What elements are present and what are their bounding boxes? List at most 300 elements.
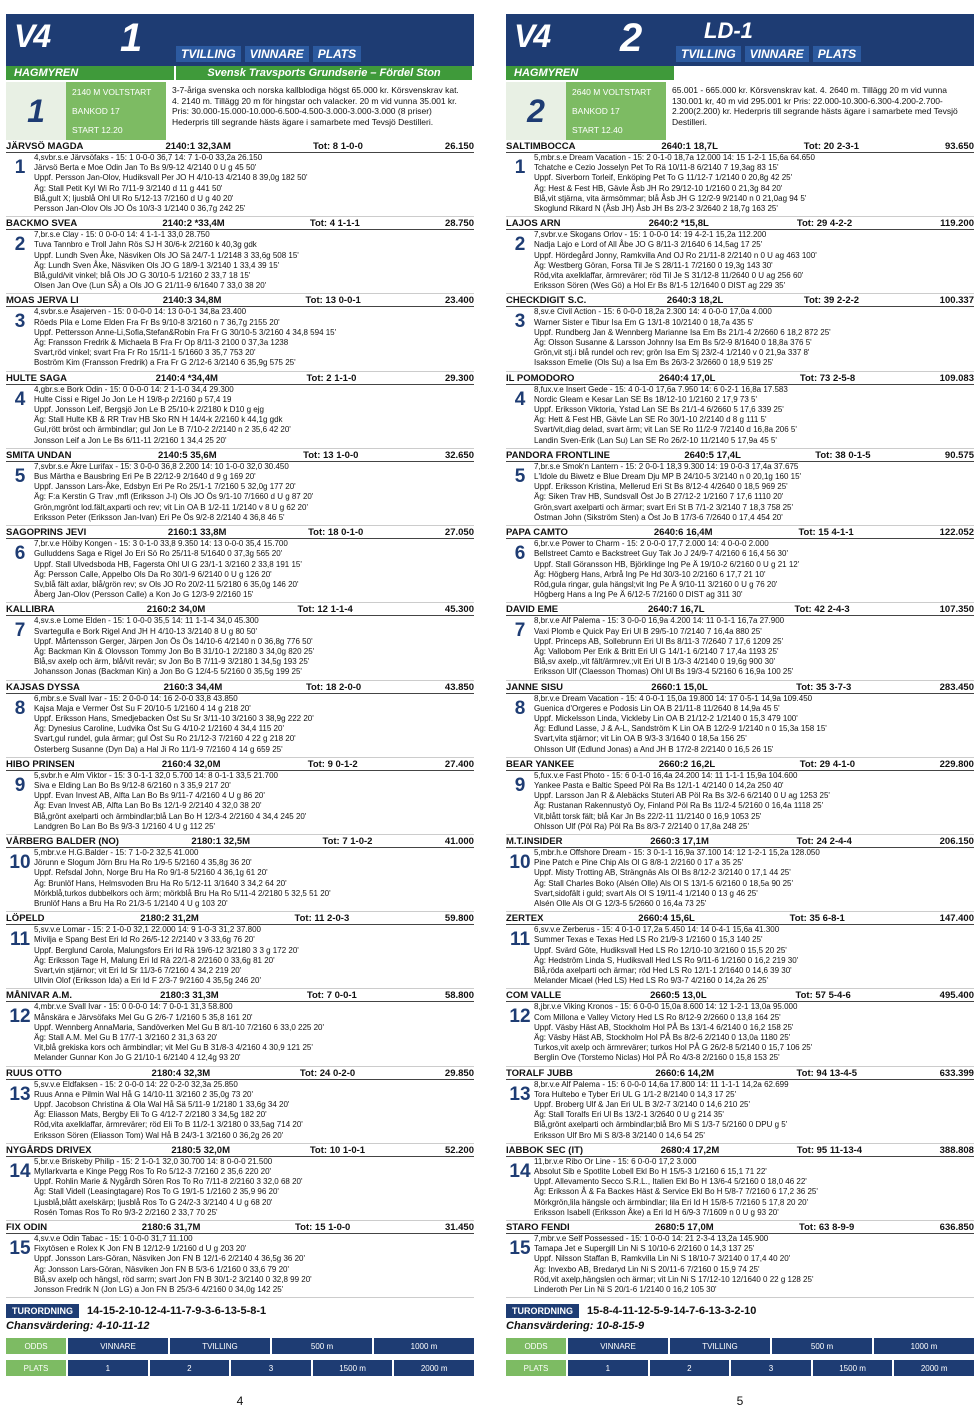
horse-entry <box>6 449 474 526</box>
horse-line <box>34 694 474 704</box>
odds-col: TVILLING <box>670 1338 770 1354</box>
horse-line-text: 5,mbr.h.e Offshore Dream - 15: 3 0-1-1 16,9a 37.100 14: 12 1-2-1 15,2a 128.050 <box>534 847 820 857</box>
horse-line <box>534 1080 974 1090</box>
horse-record: 2640:3 18,2L <box>666 295 724 307</box>
horse-record: 2660:3 17,1M <box>650 835 709 847</box>
horse-line-text: 6,sv.v.e Zerberus - 15: 4 0-1-0 17,2a 5.450 14: 14 0-4-1 15,6a 41.300 <box>534 925 780 935</box>
horse-stats <box>34 1234 474 1295</box>
horse-line-text: Vit,blått torsk fält; blå Kar Jn Bs 22/2-11 11/2140 0 16,9 1053 25' <box>534 811 762 821</box>
race-conditions: 65.001 - 665.000 kr. Körsvenskrav kat. 4. 2640 m. Tillägg 20 m vid vunna 130.001 kr, 40 m vid 295.001 kr Pris: 22.000-10.300-6.300-4.200-2.700-2.200(2.200) kr. Hederpris till segrande hästs ägare i samarbete med Tevsjö Destilleri. <box>666 82 974 140</box>
horse-header <box>6 990 474 1002</box>
horse-header <box>6 759 474 771</box>
start-number: 10 <box>9 851 31 873</box>
game-plats: PLATS <box>813 46 861 62</box>
horse-line-text: Eriksson Sören (Eliasson Tom) Wal Hå B 24/3-1 3/2160 0 36,2g 26 20' <box>34 1130 284 1140</box>
track-name: HAGMYREN <box>506 66 674 80</box>
horse-line <box>34 899 474 909</box>
horse-line <box>34 879 474 889</box>
horse-line-text: 4,sv.v.e Odin Tabac - 15: 1 0-0-0 31,7 11.100 <box>34 1234 193 1244</box>
horse-entry <box>506 449 974 526</box>
start-number: 12 <box>9 1006 31 1028</box>
horse-stats <box>534 385 974 446</box>
plats-col: 1500 m <box>313 1360 393 1376</box>
horse-line-text: Vaxi Plomb e Quick Pay Eri Ul B 29/5-10 7/2140 7 16,4a 880 25' <box>534 626 762 636</box>
horse-total: Tot: 73 2-5-8 <box>799 372 856 384</box>
horse-line-text: Boström Kim (Fransson Fredrik) a Fra Fr G 2/12-6 3/2140 6 35,9g 575 25' <box>34 358 296 368</box>
horse-line <box>34 173 474 183</box>
race-number-big: 1 <box>27 92 45 129</box>
horse-line <box>534 318 974 328</box>
race-conditions: 3-7-åriga svenska och norska kallblodiga högst 65.000 kr. Körsvenskrav kat. 4. 2140 m. Tillägg 20 m för hingstar och valacker. 20 m vid vunna 35.001 kr. Pris: 30.000-15.000-10.000-6.500-4.500-3.000-3.000-3.000 (8 priser) Hederpris till segrande hästs ägare i samarbete med Tevsjö Destilleri. <box>166 82 474 140</box>
horse-line-text: Röd,vita axelklaffar, ärmrevärer; röd Eli To B 11/2-1 3/2180 0 33,5ag 714 20' <box>34 1120 303 1130</box>
horse-line <box>34 194 474 204</box>
horse-entry <box>506 1144 974 1221</box>
horse-line <box>534 704 974 714</box>
horse-money: 26.150 <box>444 141 474 152</box>
horse-line-text: Guenica d'Orgeres e Podosis Lin OA B 21/11-8 11/2640 8 14,9a 45 5' <box>534 703 780 713</box>
horse-line-text: Svart,vin stjärnor; vit Eri Id Sr 11/3-6 7/2160 4 34,2 219 20' <box>34 966 242 975</box>
horse-line-text: Uppf. Jacobson Christina & Ola Wal Hå Sä 5/11-9 1/2180 1 33,6g 34 20' <box>34 1100 290 1110</box>
horse-entry <box>6 835 474 912</box>
horse-total: Tot: 11 2-0-3 <box>294 913 350 925</box>
horse-line <box>34 513 474 523</box>
horse-line <box>534 899 974 909</box>
horse-total: Tot: 4 1-1-1 <box>309 218 360 230</box>
horse-line-text: Eriksson Sören (Wes Gö) a Hol Er Bs 8/1-5 12/1640 0 DIST ag 229 35' <box>534 281 786 291</box>
horse-stats <box>534 153 974 214</box>
horse-entry <box>506 1221 974 1298</box>
horse-header <box>6 1222 474 1234</box>
horse-line <box>534 1265 974 1275</box>
horse-line-text: Uppf. Hördegård Jonny, Ramkvilla And OJ Ro 21/11-8 2/2140 n 0 U ag 463 100' <box>534 250 817 260</box>
horse-line <box>534 925 974 935</box>
horse-header <box>6 913 474 925</box>
horse-line-text: Siva e Elding Lan Bo Bs 9/12-8 6/2160 n 3 35,9 217 20' <box>34 780 231 790</box>
horse-line-text: Skoglund Rikard N (Åsb JH) Åsb JH Bs 2/3-2 3/2640 2 18,7g 163 25' <box>534 204 778 214</box>
horse-name: DAVID EME <box>506 604 559 616</box>
horse-stats <box>34 925 474 986</box>
horse-record: 2640:7 16,7L <box>648 604 705 616</box>
horse-line-text: Uppf. Wennberg AnnaMaria, Sandöverken Mel Gu B 8/1-10 7/2160 6 33,0 225 20' <box>34 1022 325 1032</box>
horse-line-text: Äg: Stall Hulte KB & RR Trav HB Sko RN H 14/4-k 2/2160 k 44,1g gdk <box>34 415 283 425</box>
horse-line <box>534 395 974 405</box>
horse-line-text: Jörunn e Slogum Jörn Bru Ha Ro 1/9-5 5/2160 4 35,8g 36 20' <box>34 858 252 868</box>
horse-line <box>34 590 474 600</box>
horse-entry <box>506 294 974 371</box>
horse-line <box>34 1013 474 1023</box>
horse-line <box>534 1275 974 1285</box>
horse-line-text: Bellstreet Camto e Backstreet Guy Tak Jo J 24/9-7 4/2160 6 16,4 56 30' <box>534 549 788 559</box>
horse-total: Tot: 13 1-0-0 <box>303 449 359 461</box>
start-number: 13 <box>509 1083 531 1105</box>
horse-line <box>34 580 474 590</box>
horse-line <box>34 667 474 677</box>
race-info <box>506 82 974 140</box>
horse-line-text: Uppf. Stall Ulvedsboda HB, Fagersta Ohl Ul G 23/1-1 3/2160 2 33,8 191 15' <box>34 559 302 569</box>
horse-line <box>534 781 974 791</box>
horse-header <box>506 1222 974 1234</box>
horse-line-text: Äg: Vallobom Per Erik & Britt Eri Ul G 14/1-1 6/2140 7 17,4a 1193 25' <box>534 646 779 656</box>
horse-stats <box>534 616 974 677</box>
horse-line <box>34 425 474 435</box>
horse-line <box>34 1043 474 1053</box>
horse-list <box>506 140 974 1298</box>
horse-record: 2680:5 17,0M <box>655 1222 714 1234</box>
horse-line <box>534 734 974 744</box>
start-number: 1 <box>14 157 26 178</box>
horse-stats <box>534 1002 974 1063</box>
horse-line <box>534 966 974 976</box>
horse-record: 2160:3 34,4M <box>163 681 223 693</box>
horse-stats <box>534 307 974 368</box>
plats-col: 2 <box>650 1360 730 1376</box>
horse-stats <box>34 385 474 446</box>
horse-line-text: Månskära e Järvsöfaks Mel Gu G 2/6-7 1/2160 5 35,8 161 20' <box>34 1012 253 1022</box>
horse-entry <box>506 835 974 912</box>
horse-line-text: Äg: Eliasson Mats, Bergby Eli To G 4/12-7 2/2180 3 34,5g 182 20' <box>34 1110 267 1120</box>
horse-line <box>534 667 974 677</box>
horse-line <box>34 1100 474 1110</box>
horse-total: Tot: 7 0-0-1 <box>306 990 357 1002</box>
horse-line <box>534 1120 974 1130</box>
horse-line <box>534 184 974 194</box>
horse-line-text: Uppf. Mårtensson Gerger, Järpen Jon Ös Ös 14/10-6 4/2140 n 0 36,8g 776 50' <box>34 636 313 646</box>
start-number: 9 <box>514 774 526 796</box>
horse-line <box>534 946 974 956</box>
horse-line <box>34 318 474 328</box>
horse-line <box>534 1234 974 1244</box>
horse-line-text: 8,jbr.v.e Viking Kronos - 15: 6 0-0-0 15,0a 8.600 14: 12 1-2-1 13,0a 95.000 <box>534 1002 798 1012</box>
horse-line <box>534 358 974 368</box>
horse-line-text: Eriksson Ulf Bro Mi S 8/3-8 3/2140 0 14,6 54 25' <box>534 1130 705 1140</box>
horse-record: 2660:2 16,2L <box>658 758 716 770</box>
horse-line <box>34 1198 474 1208</box>
horse-line-text: Äg: Eriksson Tage H, Malung Eri Id Rä 22/1-8 2/2160 0 33,6g 81 20' <box>34 955 275 965</box>
start-number: 13 <box>9 1083 31 1105</box>
horse-line-text: Uppf. Pettersson Anne-Li,Sofia,Stefan&Robin Fra Fr G 30/10-5 3/2160 4 34,8 594 15' <box>34 327 337 337</box>
horse-line <box>34 714 474 724</box>
horse-name: M.T.INSIDER <box>506 835 563 847</box>
start-number: 7 <box>14 620 26 642</box>
horse-line <box>34 657 474 667</box>
horse-line-text: Uppf. Allevamento Secco S.R.L., Italien Ekl Bo H 13/6-4 5/2160 0 18,0 46 22' <box>534 1177 807 1187</box>
horse-line-text: Äg: Westberg Göran, Forsa Til Je S 28/11-1 7/2160 0 19,3g 143 30' <box>534 260 773 270</box>
game-vinnare: VINNARE <box>245 46 309 62</box>
track-name: HAGMYREN <box>6 66 174 80</box>
start-number: 2 <box>14 234 26 256</box>
horse-entry <box>506 989 974 1066</box>
horse-name: SMITA UNDAN <box>6 449 72 461</box>
horse-money: 31.450 <box>444 1222 474 1234</box>
horse-total: Tot: 9 0-1-2 <box>307 758 358 770</box>
horse-money: 633.399 <box>939 1067 974 1079</box>
horse-line <box>534 328 974 338</box>
horse-line-text: Blå,röda axelparti och ärmar; röd Hed LS Ro 12/1-1 2/1640 0 14,6 39 30' <box>534 966 792 975</box>
start-number: 12 <box>509 1006 531 1028</box>
horse-header <box>506 1068 974 1080</box>
horse-money: 27.400 <box>444 758 474 770</box>
horse-line-text: Uppf. Jonsson Leif, Bergsjö Jon Le B 25/10-k 2/2180 k D10 g ejg <box>34 405 264 415</box>
horse-line-text: Isaksson Emelie (Ols Su) a Isa Em Bs 26/3-2 3/2660 0 18,9 519 25' <box>534 358 774 368</box>
horse-header <box>6 682 474 694</box>
horse-name: HULTE SAGA <box>6 372 68 384</box>
horse-record: 2140:2 *33,4M <box>162 218 225 230</box>
start-number: 11 <box>9 929 31 951</box>
horse-line <box>34 1131 474 1141</box>
horse-line <box>534 1177 974 1187</box>
horse-line <box>34 822 474 832</box>
horse-line-text: 5,mbr.s.e Dream Vacation - 15: 2 0-1-0 18,7a 12.000 14: 15 1-2-1 15,6a 64.650 <box>534 153 815 162</box>
horse-line-text: 7,svbr.v.e Skogans Orlov - 15: 1 0-0-0 14: 19 4-2-1 15,2a 112.200 <box>534 230 767 240</box>
horse-name: COM VALLE <box>506 990 562 1002</box>
horse-line-text: Uppf. Mickelsson Linda, Vickleby Lin OA B 21/12-2 1/2140 0 15,3 479 100' <box>534 713 798 723</box>
horse-stats <box>534 694 974 755</box>
game-vinnare: VINNARE <box>745 46 809 62</box>
horse-line-text: L'Idole du Biwetz e Blue Dream Dju MP B 24/10-5 3/2140 n 0 20,1g 160 15' <box>534 472 802 482</box>
horse-line-text: Bus Märtha e Bausbring Eri Pe B 22/12-9 2/1640 d 9 g 169 20' <box>34 472 256 482</box>
horse-line-text: Äg: Stall Charles Boko (Alsén Olle) Als Ol S 13/1-5 6/2160 0 18,5a 90 25' <box>534 878 794 888</box>
horse-record: 2180:1 32,5M <box>191 835 251 847</box>
horse-line-text: Äg: Siken Trav HB, Sundsvall Öst Jo B 27/12-2 1/2160 7 17,6 1110 20' <box>534 492 784 502</box>
horse-line <box>534 694 974 704</box>
horse-record: 2160:2 34,0M <box>146 604 206 616</box>
horse-line <box>34 1120 474 1130</box>
horse-line <box>34 1285 474 1295</box>
horse-stats <box>534 230 974 291</box>
horse-stats <box>34 771 474 832</box>
horse-line-text: Absolut Sib e Spotlite Lobell Ekl Bo H 15/5-3 1/2160 6 15,1 71 22' <box>534 1167 767 1177</box>
horse-line-text: Uppf. Larsson Jan R & Alebäcks Stuteri AB Pöl Ra Bs 3/2-6 6/2140 0 U ag 1253 25' <box>534 791 830 801</box>
horse-record: 2660:4 15,6L <box>638 913 695 925</box>
horse-name: LAJOS ARN <box>506 218 561 230</box>
horse-line <box>534 173 974 183</box>
horse-total: Tot: 24 0-2-0 <box>299 1067 356 1079</box>
horse-line-text: Hulte Cissi e Rigel Jo Jon Le H 19/8-p 2/2160 p 57,4 19 <box>34 394 232 404</box>
horse-line <box>534 230 974 240</box>
horse-line <box>534 425 974 435</box>
chans-value: 10-8-15-9 <box>596 1320 645 1333</box>
horse-line-text: Blå,gult X; ljusblå Ohl Ul Ro 5/12-13 7/2160 d U g 40 20' <box>34 193 234 203</box>
odds-row <box>6 1338 474 1354</box>
horse-line <box>534 1187 974 1197</box>
horse-total: Tot: 39 2-2-2 <box>803 295 860 307</box>
horse-line <box>534 1100 974 1110</box>
horse-line-text: 5,sv.v.e Eldfaksen - 15: 2 0-0-0 14: 22 0-2-0 32,3a 25.850 <box>34 1079 238 1089</box>
horse-line <box>34 240 474 250</box>
horse-line-text: Svart,vita stjärnor; vit Lin OA B 9/3-3 3/1640 0 18,5a 156 25' <box>534 734 747 744</box>
horse-header <box>506 759 974 771</box>
horse-line <box>534 1167 974 1177</box>
horse-record: 2140:4 *34,4M <box>155 372 218 384</box>
horse-line-text: Uppf. Eriksson Kristina, Mellerud Eri St Bs 8/12-4 4/2640 0 18,5 969 25' <box>534 482 788 492</box>
horse-money: 29.300 <box>444 372 474 384</box>
start-number: 6 <box>14 543 26 565</box>
horse-header <box>506 836 974 848</box>
start-number: 15 <box>509 1238 531 1260</box>
horse-line <box>34 1177 474 1187</box>
horse-entry <box>6 989 474 1066</box>
horse-line <box>534 436 974 446</box>
horse-line <box>34 560 474 570</box>
horse-name: FIX ODIN <box>6 1222 48 1234</box>
horse-stats <box>34 230 474 291</box>
horse-line-text: Tchatche e Cezio Josselyn Pet To Rä 10/11-8 6/2140 7 19,3ag 83 15' <box>534 163 779 173</box>
turordning: 14-15-2-10-12-4-11-7-9-3-6-13-5-8-1 <box>87 1305 267 1318</box>
start-number: 6 <box>514 543 526 565</box>
horse-total: Tot: 10 1-0-1 <box>309 1144 366 1156</box>
horse-line-text: Äg: Väsby Häst AB, Stockholm Hol PÅ Bs 8/2-6 2/2140 0 13,0a 1180 25' <box>534 1033 791 1043</box>
odds-col: 1000 m <box>874 1338 974 1354</box>
horse-header <box>6 604 474 616</box>
start-time: START 12.40 <box>572 125 623 136</box>
horse-entry <box>506 217 974 294</box>
plats-col: 3 <box>731 1360 811 1376</box>
horse-record: 2160:1 33,8M <box>167 527 227 539</box>
horse-line <box>34 251 474 261</box>
horse-line-text: Uppf. Misty Trotting AB, Strängnäs Als Ol Bs 8/12-2 3/2140 0 17,1 44 25' <box>534 868 791 878</box>
horse-line <box>34 637 474 647</box>
horse-line <box>534 1033 974 1043</box>
horse-money: 41.000 <box>444 835 474 847</box>
plats-col: 1 <box>68 1360 148 1376</box>
horse-line-text: Landgren Bo Lan Bo Bs 9/3-3 1/2160 4 U g 112 25' <box>34 821 216 831</box>
horse-line-text: 7,br.s.e Clay - 15: 0 0-0-0 14: 4 1-1-1 33,0 28.750 <box>34 230 210 240</box>
horse-line <box>534 1131 974 1141</box>
horse-total: Tot: 18 0-1-0 <box>308 527 364 539</box>
horse-line <box>34 781 474 791</box>
race-info <box>6 82 474 140</box>
start-number: 11 <box>509 929 531 951</box>
horse-money: 90.575 <box>944 449 974 461</box>
horse-list <box>6 140 474 1298</box>
horse-stats <box>534 771 974 832</box>
horse-line <box>534 1208 974 1218</box>
horse-total: Tot: 57 5-4-6 <box>795 990 851 1002</box>
horse-total: Tot: 24 2-4-4 <box>796 835 852 847</box>
horse-line-text: Nadja Lajo e Lord of All Åbe JO G 8/11-3 2/1640 6 14,5ag 17 25' <box>534 240 763 250</box>
horse-line-text: Uppf. Stall Göransson HB, Björklinge Ing Pe Ä 19/10-2 6/2160 0 U g 21 12' <box>534 559 800 569</box>
horse-line <box>534 539 974 549</box>
horse-line <box>34 281 474 291</box>
horse-line <box>534 415 974 425</box>
start-number: 3 <box>14 311 26 333</box>
horse-line <box>34 472 474 482</box>
horse-line-text: Com Millona e Valley Victory Hed LS Ro 8/12-9 2/2660 0 13,8 164 25' <box>534 1012 781 1022</box>
game-types <box>176 46 361 62</box>
horse-line-text: Myllarkvarta e Kinge Pegg Ros To Ro 5/12-3 7/2160 2 35,6 220 20' <box>34 1167 272 1177</box>
horse-line-text: Äg: F:a Kerstin G Trav ,mfl (Eriksson J-I) Ols JO Ös 9/1-10 7/1660 d U g 87 20' <box>34 492 314 502</box>
horse-total: Tot: 35 6-8-1 <box>789 913 845 925</box>
horse-line-text: Blå,guld/vit vinkel; blå Ols JO G 30/10-5 1/2160 2 33,7 18 15' <box>34 271 251 281</box>
horse-line-text: 4,sv.s.e Lome Elden - 15: 1 0-0-0 35,5 14: 11 1-1-4 34,0 45.300 <box>34 616 259 626</box>
horse-line-text: Persson Jan-Olov Ols JO Ös 10/3-3 1/2140 0 36,7g 242 25' <box>34 204 246 214</box>
horse-total: Tot: 13 0-0-1 <box>305 295 361 307</box>
horse-line-text: Äg: Brunlöf Hans, Helmsvoden Bru Ha Ro 5/12-11 3/1640 3 34,2 64 20' <box>34 878 287 888</box>
horse-line-text: Uppf. Nilsson Staffan B, Ramkvilla Lin Ni S 18/10-7 3/2140 0 17,4 40 20' <box>534 1254 791 1264</box>
horse-record: 2140:3 34,8M <box>162 295 222 307</box>
horse-record: 2140:5 35,6M <box>157 449 217 461</box>
horse-header <box>6 527 474 539</box>
horse-line <box>34 868 474 878</box>
race-number: 1 <box>120 16 143 60</box>
horse-line-text: Äg: Rustanan Rakennustyö Oy, Finland Pöl Ra Bs 11/2-4 5/2160 0 16,4a 1118 25' <box>534 801 824 811</box>
horse-line <box>34 405 474 415</box>
plats-col: 2 <box>150 1360 230 1376</box>
horse-record: 2640:5 17,4L <box>684 449 741 461</box>
horse-line <box>534 1090 974 1100</box>
plats-label: PLATS <box>6 1360 66 1376</box>
horse-line <box>534 482 974 492</box>
horse-line <box>34 1090 474 1100</box>
horse-line <box>34 570 474 580</box>
horse-record: 2160:4 32,0M <box>161 758 221 770</box>
horse-line <box>534 1043 974 1053</box>
game-types <box>676 46 861 62</box>
horse-line <box>34 1265 474 1275</box>
horse-money: 59.800 <box>444 913 474 925</box>
page-number: 4 <box>236 1394 244 1408</box>
start-number: 8 <box>514 697 526 719</box>
horse-entry <box>506 758 974 835</box>
race-subtitle: Svensk Travsports Grundserie – Fördel Ston <box>176 66 472 80</box>
horse-line-text: 8,br.v.e Alf Palema - 15: 3 0-0-0 16,9a 4.200 14: 11 0-1-1 16,7a 27.900 <box>534 616 785 626</box>
horse-line-text: Blå,sv axelp.,vit fält/ärmrev.;vit Eri Ul B 1/3-3 4/2140 0 19,6g 900 30' <box>534 657 776 667</box>
page-number: 5 <box>736 1394 744 1408</box>
horse-line <box>34 462 474 472</box>
horse-line-text: 4,gbr.s.e Bork Odin - 15: 0 0-0-0 14: 2 1-1-0 34,4 29.300 <box>34 384 234 394</box>
horse-line-text: Eriksson Isabell (Eriksson Åke) a Eri Id H 6/9-3 7/1609 n 0 U g 93 20' <box>534 1207 779 1217</box>
bankod: BANKOD 17 <box>72 105 120 116</box>
horse-line <box>534 848 974 858</box>
horse-line-text: Uppf. Rohlin Marie & Nygårdh Sören Ros To Ro 7/11-8 2/2160 3 32,0 68 20' <box>34 1177 303 1187</box>
horse-line-text: Åberg Jan-Olov (Persson Calle) a Kon Jo G 12/3-9 2/2160 15' <box>34 590 254 600</box>
plats-col: 2000 m <box>894 1360 974 1376</box>
horse-money: 119.200 <box>940 218 974 230</box>
horse-line <box>34 358 474 368</box>
start-number: 10 <box>509 851 531 873</box>
horse-entry <box>6 217 474 294</box>
horse-line-text: Melander Micael (Hed LS) Hed LS Ro 9/3-7 4/2160 0 14,2a 26 25' <box>534 976 769 986</box>
horse-money: 388.808 <box>939 1144 974 1156</box>
horse-line-text: Äg: Eriksson Å & Fa Backes Häst & Service Ekl Bo H 5/8-7 7/2160 6 17,2 36 25' <box>534 1187 818 1197</box>
horse-line <box>534 791 974 801</box>
horse-entry <box>6 526 474 603</box>
horse-line <box>534 1013 974 1023</box>
horse-line <box>34 153 474 163</box>
horse-line-text: Uppf. Lundh Sven Åke, Näsviken Ols JO Sä 24/7-1 1/2148 3 33,6g 508 15' <box>34 250 299 260</box>
horse-stats <box>534 1234 974 1295</box>
start-number: 1 <box>514 157 526 178</box>
horse-line-text: Ljusblå,blått axelskärp; ljusblå Ros To G 24/2-3 3/2140 4 U g 68 20' <box>34 1197 273 1207</box>
horse-stats <box>34 307 474 368</box>
horse-stats <box>34 694 474 755</box>
horse-stats <box>34 1080 474 1141</box>
horse-record: 2180:3 31,3M <box>160 990 219 1002</box>
horse-header <box>6 141 474 153</box>
horse-line-text: Blå,sv axelp och ärm, blå/vit revär; sv Jon Bo B 7/11-9 3/2180 1 34,5g 193 25' <box>34 657 310 667</box>
horse-line <box>34 976 474 986</box>
horse-total: Tot: 94 13-4-5 <box>796 1067 858 1079</box>
horse-stats <box>534 848 974 909</box>
horse-line-text: Grön,vit stj.i blå rundel och rev; grön Isa Em Sj 23/2-4 1/2140 v 0 21,9a 337 8' <box>534 348 810 358</box>
horse-entry <box>506 140 974 217</box>
horse-line <box>34 1208 474 1218</box>
plats-col: 1 <box>568 1360 648 1376</box>
odds-col: 1000 m <box>374 1338 474 1354</box>
horse-name: ZERTEX <box>506 913 544 925</box>
horse-line <box>34 791 474 801</box>
plats-label: PLATS <box>506 1360 566 1376</box>
